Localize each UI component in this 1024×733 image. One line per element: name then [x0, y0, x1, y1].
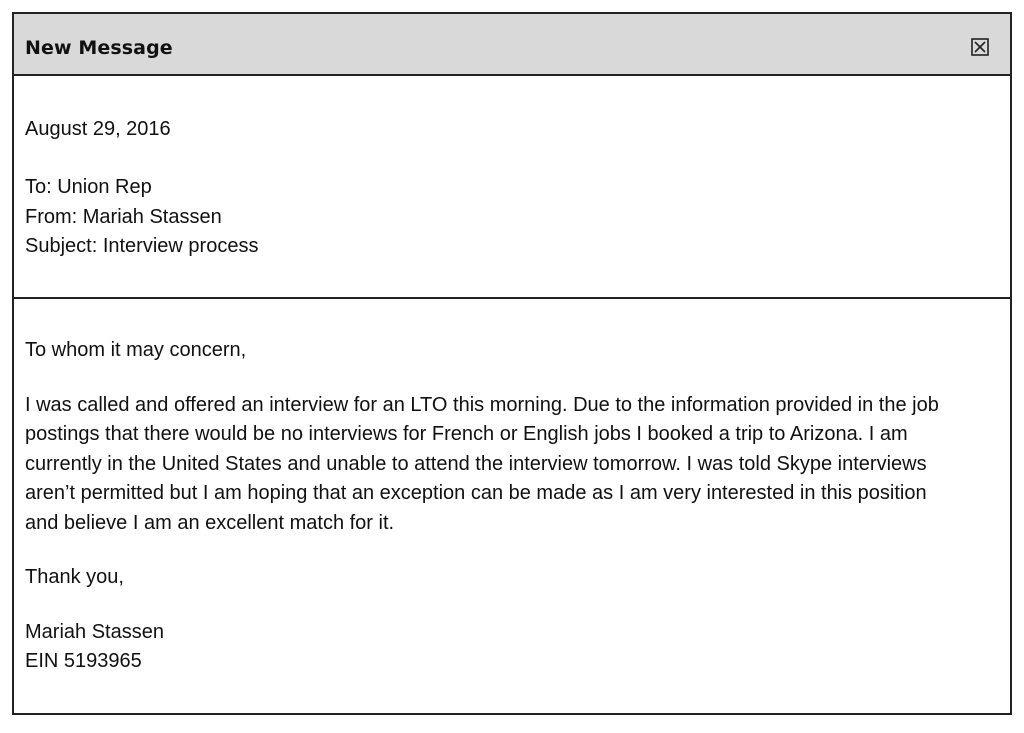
body-line: I was called and offered an interview for an LTO this morning. Due to the information provided in the job	[25, 393, 939, 416]
message-body	[14, 299, 1010, 713]
signature	[25, 618, 1005, 677]
signature-ein: EIN 5193965	[25, 650, 142, 672]
message-body-text	[25, 336, 1005, 677]
to-line: To: Union Rep	[25, 176, 152, 198]
message-header	[14, 76, 1010, 299]
body-line: and believe I am an excellent match for it.	[25, 511, 395, 534]
body-line: aren’t permitted but I am hoping that an exception can be made as I am very interested in this position	[25, 482, 927, 504]
subject-line: Subject: Interview process	[25, 235, 259, 257]
signature-name: Mariah Stassen	[25, 620, 164, 643]
body-paragraph	[25, 391, 1005, 539]
close-icon	[971, 38, 989, 56]
window-title: New Message	[25, 37, 173, 59]
message-meta	[25, 173, 258, 262]
body-line: postings that there would be no interviews for French or English jobs I booked a trip to Arizona. I am	[25, 423, 908, 445]
message-window	[12, 12, 1012, 715]
closing: Thank you,	[25, 566, 124, 588]
greeting: To whom it may concern,	[25, 339, 247, 361]
body-line: currently in the United States and unable to attend the interview tomorrow. I was told Skype interviews	[25, 452, 927, 475]
close-button[interactable]	[971, 38, 989, 56]
from-line: From: Mariah Stassen	[25, 205, 222, 228]
title-bar	[14, 14, 1010, 76]
message-date: August 29, 2016	[25, 118, 171, 140]
